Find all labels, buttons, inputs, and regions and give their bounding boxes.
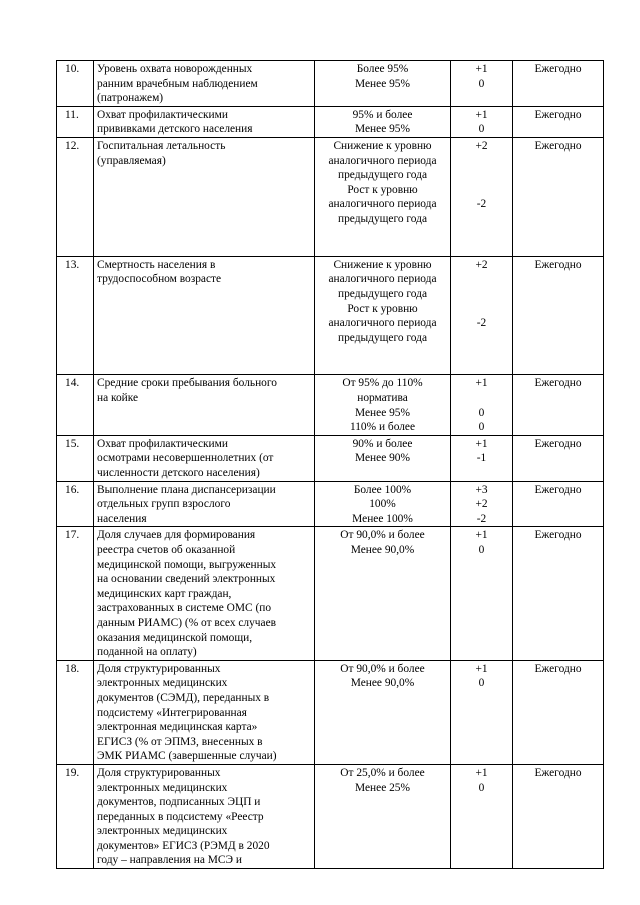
row-number: 15. — [57, 435, 94, 481]
points-cell-line: 0 — [478, 781, 485, 794]
points-cell-line: +1 — [475, 766, 488, 779]
indicator-cell — [94, 375, 315, 435]
criteria-cell-line: Рост к уровню — [347, 183, 418, 196]
indicator-cell — [94, 435, 315, 481]
indicator-cell — [94, 660, 315, 764]
indicator-cell-line: трудоспособном возрасте — [97, 273, 222, 286]
row-number: 17. — [57, 527, 94, 660]
table-row — [57, 137, 604, 256]
table-row — [57, 61, 604, 107]
periodicity-cell: Ежегодно — [513, 481, 604, 527]
row-number: 14. — [57, 375, 94, 435]
points-cell-line — [454, 168, 509, 183]
criteria-cell-line: Менее 95% — [355, 77, 410, 90]
criteria-cell-line: От 90,0% и более — [340, 662, 425, 675]
criteria-cell — [315, 375, 451, 435]
points-cell — [451, 435, 513, 481]
criteria-cell-line: Менее 90% — [355, 452, 410, 465]
criteria-cell-line: предыдущего года — [338, 169, 427, 182]
criteria-cell — [315, 256, 451, 375]
criteria-cell-line: От 90,0% и более — [340, 529, 425, 542]
points-cell-line — [454, 391, 509, 406]
indicator-cell-line: году – направления на МСЭ и — [97, 854, 242, 867]
points-cell-line — [454, 287, 509, 302]
criteria-cell-line: Рост к уровню — [347, 302, 418, 315]
criteria-cell-line: норматива — [357, 392, 408, 405]
indicator-cell — [94, 137, 315, 256]
indicator-cell — [94, 764, 315, 868]
indicator-cell-line: электронных медицинских — [97, 825, 228, 838]
indicator-cell-line: Охват профилактическими — [97, 108, 228, 121]
indicator-cell-line: документов» ЕГИСЗ (РЭМД в 2020 — [97, 839, 270, 852]
periodicity-cell: Ежегодно — [513, 137, 604, 256]
indicator-cell — [94, 256, 315, 375]
points-cell — [451, 660, 513, 764]
points-cell-line: +3 — [475, 483, 488, 496]
points-cell-line — [454, 302, 509, 317]
points-cell-line — [454, 183, 509, 198]
points-cell-line: -1 — [476, 452, 487, 465]
points-cell-line: -2 — [476, 512, 487, 525]
row-spacer — [318, 227, 447, 242]
row-number: 18. — [57, 660, 94, 764]
indicator-cell-line: Доля структурированных — [97, 766, 221, 779]
points-cell — [451, 61, 513, 107]
criteria-cell-line: Снижение к уровню — [333, 258, 432, 271]
criteria-cell-line: Менее 100% — [352, 512, 413, 525]
indicator-cell-line: застрахованных в системе ОМС (по — [97, 602, 272, 615]
criteria-cell-line: От 95% до 110% — [342, 377, 423, 390]
criteria-cell-line: 110% и более — [349, 421, 416, 434]
indicator-cell-line: медицинской помощи, выгруженных — [97, 558, 277, 571]
points-cell-line: 0 — [478, 77, 485, 90]
indicator-cell-line: Смертность населения в — [97, 258, 216, 271]
indicator-cell-line: (патронажем) — [97, 92, 164, 105]
indicator-cell-line: ЕГИСЗ (% от ЭПМЗ, внесенных в — [97, 735, 263, 748]
points-cell-line: +2 — [475, 139, 488, 152]
points-cell-line: 0 — [478, 677, 485, 690]
periodicity-cell: Ежегодно — [513, 61, 604, 107]
periodicity-cell: Ежегодно — [513, 660, 604, 764]
periodicity-cell: Ежегодно — [513, 435, 604, 481]
points-cell-line: +1 — [475, 377, 488, 390]
indicator-cell-line: на койке — [97, 392, 139, 405]
criteria-cell-line: Более 100% — [353, 483, 412, 496]
table-row — [57, 764, 604, 868]
points-cell-line: +2 — [475, 498, 488, 511]
row-spacer — [318, 345, 447, 360]
criteria-cell — [315, 527, 451, 660]
periodicity-cell: Ежегодно — [513, 527, 604, 660]
points-cell-line: -2 — [476, 317, 487, 330]
indicator-cell-line: подсистему «Интегрированная — [97, 706, 247, 719]
table-row — [57, 660, 604, 764]
periodicity-cell: Ежегодно — [513, 256, 604, 375]
indicator-cell-line: (управляемая) — [97, 154, 166, 167]
indicator-cell-line: прививками детского населения — [97, 123, 253, 136]
points-cell-line: +1 — [475, 437, 488, 450]
points-cell — [451, 256, 513, 375]
criteria-cell-line: Менее 90,0% — [350, 677, 415, 690]
points-cell — [451, 137, 513, 256]
points-cell-line: +1 — [475, 529, 488, 542]
indicator-cell-line: поданной на оплату) — [97, 646, 197, 659]
indicator-cell-line: данным РИАМС) (% от всех случаев — [97, 616, 277, 629]
indicator-cell — [94, 61, 315, 107]
rating-criteria-table — [56, 60, 604, 869]
indicator-cell-line: Выполнение плана диспансеризации — [97, 483, 276, 496]
points-cell-line: 0 — [478, 544, 485, 556]
periodicity-cell: Ежегодно — [513, 764, 604, 868]
criteria-cell-line: аналогичного периода — [328, 273, 437, 286]
indicator-cell-line: электронных медицинских — [97, 781, 228, 794]
criteria-cell-line: Менее 95% — [355, 123, 410, 136]
indicator-cell-line: населения — [97, 512, 147, 525]
indicator-cell-line: ЭМК РИАМС (завершенные случаи) — [97, 750, 277, 763]
indicator-cell-line: реестра счетов об оказанной — [97, 544, 236, 556]
indicator-cell — [94, 527, 315, 660]
indicator-cell — [94, 106, 315, 137]
points-cell — [451, 375, 513, 435]
points-cell — [451, 106, 513, 137]
table-row — [57, 106, 604, 137]
points-cell-line — [454, 154, 509, 169]
indicator-cell-line: Охват профилактическими — [97, 437, 228, 450]
indicator-cell-line: оказания медицинской помощи, — [97, 631, 253, 644]
table-row — [57, 527, 604, 660]
row-spacer — [318, 241, 447, 256]
row-spacer — [318, 360, 447, 375]
row-number: 12. — [57, 137, 94, 256]
indicator-cell-line: документов (СЭМД), переданных в — [97, 691, 270, 704]
indicator-cell-line: осмотрами несовершеннолетних (от — [97, 452, 274, 465]
points-cell-line: 0 — [478, 406, 485, 419]
indicator-cell-line: Средние сроки пребывания больного — [97, 377, 277, 390]
criteria-cell-line: аналогичного периода — [328, 198, 437, 211]
row-number: 11. — [57, 106, 94, 137]
periodicity-cell: Ежегодно — [513, 375, 604, 435]
criteria-cell-line: Снижение к уровню — [333, 139, 432, 152]
criteria-cell-line: Менее 25% — [355, 781, 410, 794]
indicator-cell — [94, 481, 315, 527]
criteria-cell-line: 95% и более — [352, 108, 413, 121]
points-cell-line: +1 — [475, 63, 488, 75]
points-cell-line: +1 — [475, 662, 488, 675]
table-row — [57, 375, 604, 435]
points-cell — [451, 764, 513, 868]
criteria-cell-line: предыдущего года — [338, 331, 427, 344]
criteria-cell — [315, 106, 451, 137]
points-cell-line: +2 — [475, 258, 488, 271]
table-body — [57, 61, 604, 869]
points-cell-line: 0 — [478, 123, 485, 136]
criteria-cell-line: От 25,0% и более — [340, 766, 425, 779]
indicator-cell-line: на основании сведений электронных — [97, 573, 276, 586]
criteria-cell — [315, 137, 451, 256]
criteria-cell-line: Менее 90,0% — [350, 544, 415, 556]
table-row — [57, 481, 604, 527]
indicator-cell-line: Доля случаев для формирования — [97, 529, 256, 542]
row-number: 19. — [57, 764, 94, 868]
criteria-cell-line: аналогичного периода — [328, 154, 437, 167]
points-cell — [451, 481, 513, 527]
criteria-cell — [315, 481, 451, 527]
criteria-cell — [315, 764, 451, 868]
indicator-cell-line: документов, подписанных ЭЦП и — [97, 796, 261, 809]
indicator-cell-line: Госпитальная летальность — [97, 139, 226, 152]
row-number: 13. — [57, 256, 94, 375]
points-cell — [451, 527, 513, 660]
points-cell-line: -2 — [476, 198, 487, 211]
table-row — [57, 256, 604, 375]
indicator-cell-line: отдельных групп взрослого — [97, 498, 231, 511]
indicator-cell-line: численности детского населения) — [97, 467, 260, 480]
criteria-cell — [315, 61, 451, 107]
periodicity-cell: Ежегодно — [513, 106, 604, 137]
points-cell-line: 0 — [478, 421, 485, 434]
criteria-cell-line: Менее 95% — [355, 406, 410, 419]
criteria-cell-line: 90% и более — [352, 437, 413, 450]
criteria-cell — [315, 660, 451, 764]
indicator-cell-line: Уровень охвата новорожденных — [97, 63, 253, 75]
row-number: 10. — [57, 61, 94, 107]
criteria-cell-line: предыдущего года — [338, 287, 427, 300]
criteria-cell — [315, 435, 451, 481]
criteria-cell-line: Более 95% — [356, 63, 409, 75]
points-cell-line — [454, 272, 509, 287]
indicator-cell-line: Доля структурированных — [97, 662, 221, 675]
indicator-cell-line: электронных медицинских — [97, 677, 228, 690]
table-row — [57, 435, 604, 481]
indicator-cell-line: электронная медицинская карта» — [97, 721, 258, 734]
points-cell-line: +1 — [475, 108, 488, 121]
indicator-cell-line: переданных в подсистему «Реестр — [97, 810, 264, 823]
criteria-cell-line: 100% — [369, 498, 396, 511]
indicator-cell-line: медицинских карт граждан, — [97, 587, 232, 600]
criteria-cell-line: аналогичного периода — [328, 317, 437, 330]
row-number: 16. — [57, 481, 94, 527]
indicator-cell-line: ранним врачебным наблюдением — [97, 77, 258, 90]
criteria-cell-line: предыдущего года — [338, 212, 427, 225]
